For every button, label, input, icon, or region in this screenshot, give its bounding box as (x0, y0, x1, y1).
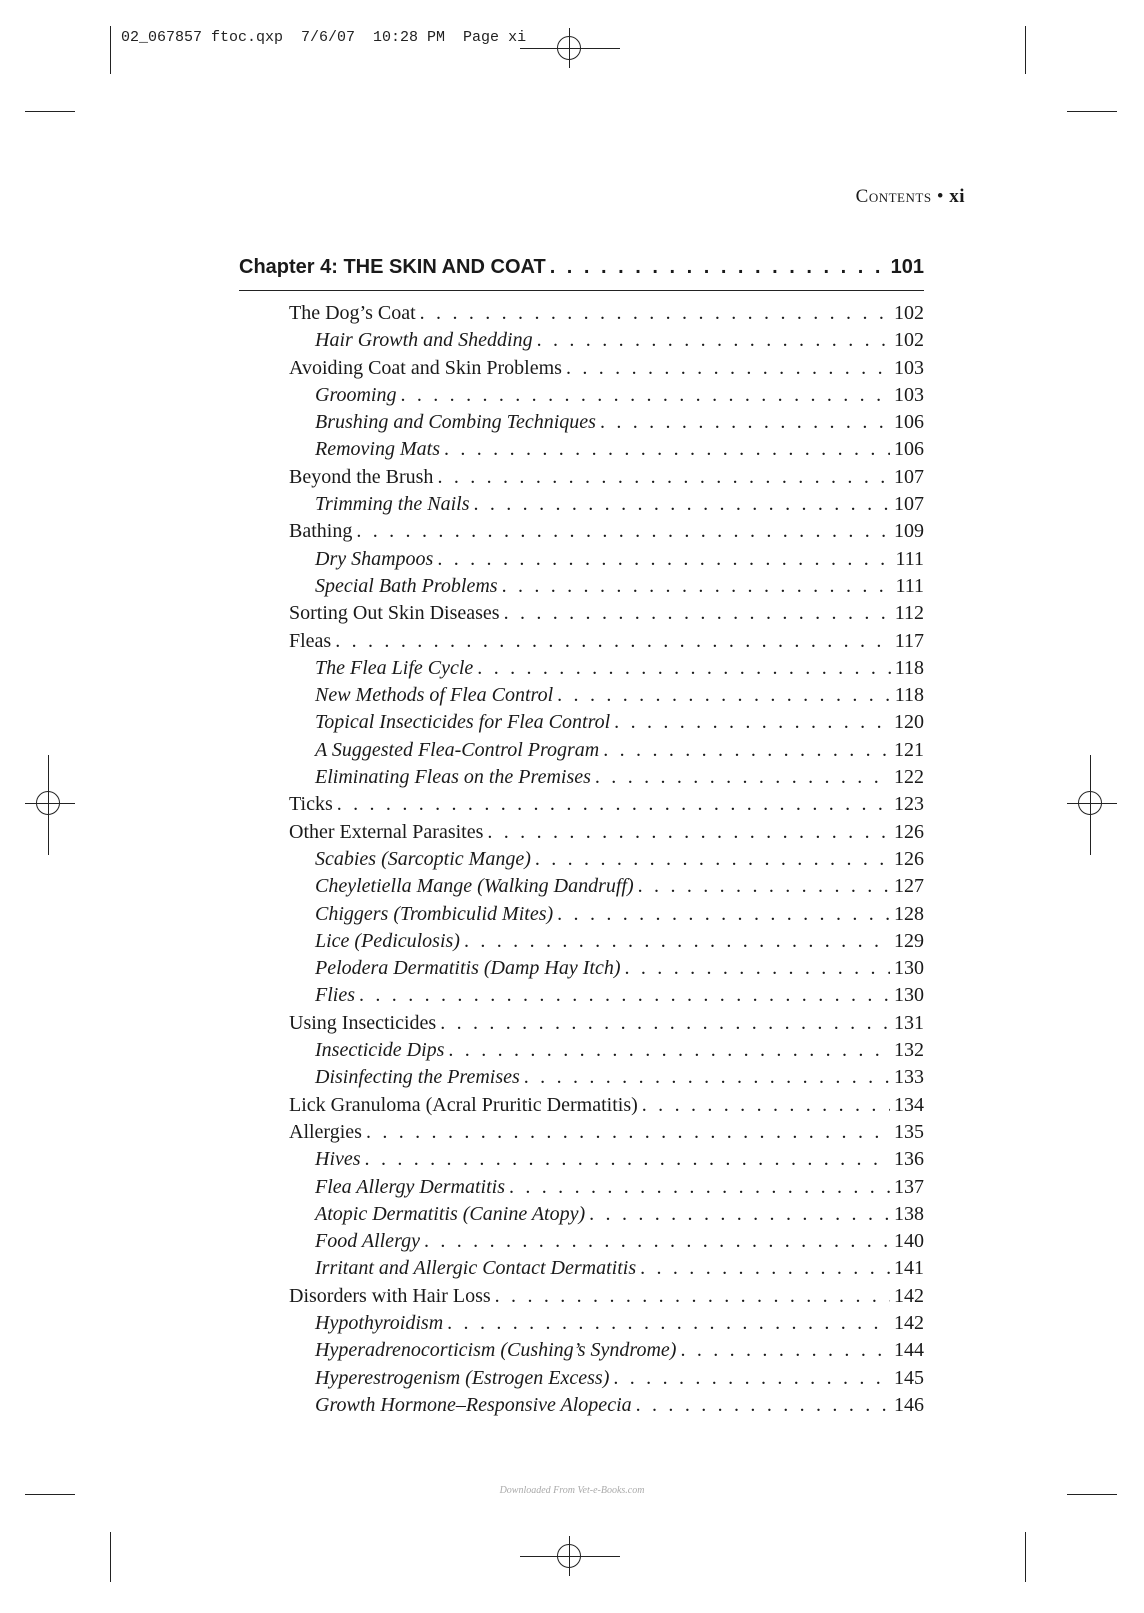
toc-subentry (239, 1310, 924, 1337)
toc-subentry (239, 409, 924, 436)
toc-entry (239, 300, 924, 327)
toc-entry-title: Lick Granuloma (Acral Pruritic Dermatitis) (289, 1093, 638, 1116)
toc-entry-title: Hair Growth and Shedding (315, 329, 533, 352)
dot-leader (589, 1201, 890, 1228)
toc-entry-page: 132 (894, 1039, 924, 1062)
dot-leader (614, 709, 890, 736)
dot-leader (680, 1337, 890, 1364)
dot-leader (477, 655, 890, 682)
toc-entry-title: Allergies (289, 1120, 362, 1143)
toc-subentry (239, 1146, 924, 1173)
toc-entry-page: 126 (894, 847, 924, 870)
dot-leader (444, 436, 890, 463)
toc-entry-page: 134 (894, 1093, 924, 1116)
toc-entry-title: Flies (315, 984, 355, 1007)
toc-entry-title: Food Allergy (315, 1230, 420, 1253)
toc-subentry (239, 491, 924, 518)
toc-entry (239, 628, 924, 655)
dot-leader (524, 1064, 890, 1091)
dot-leader (557, 901, 890, 928)
dot-leader (337, 791, 890, 818)
dot-leader (600, 409, 890, 436)
toc-entry-title: Removing Mats (315, 438, 440, 461)
toc-subentry (239, 327, 924, 354)
toc-entry-title: Hives (315, 1148, 361, 1171)
toc-entry-title: A Suggested Flea-Control Program (315, 738, 600, 761)
toc-entry-title: Beyond the Brush (289, 465, 434, 488)
dot-leader (487, 819, 890, 846)
dot-leader (437, 546, 891, 573)
toc-subentry (239, 546, 924, 573)
toc-entry-title: New Methods of Flea Control (315, 684, 554, 707)
toc-entry-page: 121 (894, 738, 924, 761)
toc-entry-page: 120 (894, 711, 924, 734)
chapter-heading (239, 256, 924, 291)
toc-entry-page: 102 (894, 329, 924, 352)
toc-entry-page: 118 (894, 656, 924, 679)
toc-subentry (239, 1201, 924, 1228)
toc-entry-title: Ticks (289, 793, 333, 816)
toc-subentry (239, 382, 924, 409)
toc-entry-title: The Dog’s Coat (289, 302, 416, 324)
toc-entry-title: Insecticide Dips (315, 1039, 445, 1062)
toc-subentry (239, 764, 924, 791)
dot-leader (448, 1037, 890, 1064)
dot-leader (366, 1119, 890, 1146)
toc-entry-title: Chiggers (Trombiculid Mites) (315, 902, 554, 925)
toc-entry-title: Disorders with Hair Loss (289, 1284, 491, 1307)
toc-entry-title: Hyperestrogenism (Estrogen Excess) (315, 1366, 610, 1389)
toc-entry-title: Growth Hormone–Responsive Alopecia (315, 1393, 632, 1416)
toc-entry-page: 118 (894, 684, 924, 707)
toc-subentry (239, 1392, 924, 1419)
toc-entry-page: 142 (894, 1284, 924, 1307)
toc-subentry (239, 573, 924, 600)
toc-subentry (239, 1064, 924, 1091)
toc-entry-title: Topical Insecticides for Flea Control (315, 711, 611, 734)
dot-leader (537, 327, 890, 354)
dot-leader (424, 1228, 890, 1255)
toc-entry-page: 140 (894, 1230, 924, 1253)
footer-watermark: Downloaded From Vet-e-Books.com (499, 1485, 645, 1496)
dot-leader (625, 955, 891, 982)
toc-entry-page: 144 (894, 1339, 924, 1362)
toc-entry-title: Cheyletiella Mange (Walking Dandruff) (315, 875, 634, 898)
dot-leader (509, 1174, 890, 1201)
toc-entry-title: The Flea Life Cycle (315, 656, 474, 679)
toc-entry (239, 355, 924, 382)
dot-leader (335, 628, 891, 655)
toc-subentry (239, 682, 924, 709)
toc-entry-page: 111 (895, 574, 924, 597)
dot-leader (613, 1365, 890, 1392)
toc-subentry (239, 436, 924, 463)
toc-list (239, 300, 924, 1419)
dot-leader (566, 355, 890, 382)
running-head-bullet: • (936, 186, 944, 207)
toc-entry-page: 127 (894, 875, 924, 898)
toc-entry-page: 123 (894, 793, 924, 816)
dot-leader (440, 1010, 890, 1037)
toc-entry-page: 112 (894, 602, 924, 625)
dot-leader (638, 873, 890, 900)
dot-leader (642, 1092, 890, 1119)
toc-entry-title: Irritant and Allergic Contact Dermatitis (315, 1257, 637, 1280)
toc-subentry (239, 1337, 924, 1364)
running-head (0, 186, 965, 208)
toc-entry-page: 145 (894, 1366, 924, 1389)
toc-subentry (239, 901, 924, 928)
toc-entry (239, 1010, 924, 1037)
toc-entry-title: Dry Shampoos (315, 547, 434, 570)
toc-entry-page: 106 (894, 438, 924, 461)
toc-entry-page: 130 (894, 957, 924, 980)
toc-entry-title: Brushing and Combing Techniques (315, 411, 596, 434)
toc-subentry (239, 1228, 924, 1255)
toc-entry (239, 1119, 924, 1146)
toc-subentry (239, 928, 924, 955)
toc-entry-page: 142 (894, 1311, 924, 1334)
toc-subentry (239, 1174, 924, 1201)
dot-leader (504, 600, 891, 627)
toc-entry-title: Trimming the Nails (315, 493, 470, 516)
chapter-title: Chapter 4: THE SKIN AND COAT (239, 256, 546, 278)
toc-subentry (239, 1255, 924, 1282)
dot-leader (420, 300, 890, 327)
dot-leader (464, 928, 890, 955)
toc-entry-page: 135 (894, 1120, 924, 1143)
dot-leader (535, 846, 890, 873)
toc-entry-page: 130 (894, 984, 924, 1007)
toc-entry-title: Grooming (315, 383, 397, 406)
toc-entry (239, 600, 924, 627)
toc-entry-page: 137 (894, 1175, 924, 1198)
toc-entry-title: Other External Parasites (289, 820, 484, 843)
dot-leader (365, 1146, 890, 1173)
toc-entry-page: 133 (894, 1066, 924, 1089)
toc-subentry (239, 982, 924, 1009)
toc-entry-title: Hypothyroidism (315, 1311, 444, 1334)
dot-leader (437, 464, 890, 491)
toc-subentry (239, 955, 924, 982)
toc-entry-title: Disinfecting the Premises (315, 1066, 520, 1089)
toc-subentry (239, 846, 924, 873)
toc-entry-title: Sorting Out Skin Diseases (289, 602, 500, 625)
toc-entry-page: 107 (894, 493, 924, 516)
toc-entry (239, 1092, 924, 1119)
toc-subentry (239, 1037, 924, 1064)
toc-subentry (239, 737, 924, 764)
toc-subentry (239, 655, 924, 682)
dot-leader (557, 682, 891, 709)
toc-entry-page: 126 (894, 820, 924, 843)
toc-entry-title: Avoiding Coat and Skin Problems (289, 356, 562, 379)
toc-entry-page: 103 (894, 356, 924, 379)
toc-entry-title: Lice (Pediculosis) (315, 929, 460, 952)
toc-entry-page: 102 (894, 302, 924, 324)
toc-subentry (239, 873, 924, 900)
dot-leader (473, 491, 890, 518)
toc-entry (239, 1283, 924, 1310)
toc-entry-page: 122 (894, 766, 924, 789)
toc-subentry (239, 709, 924, 736)
toc-entry-page: 109 (894, 520, 924, 543)
toc-entry-page: 103 (894, 383, 924, 406)
toc-entry-page: 141 (894, 1257, 924, 1280)
dot-leader (640, 1255, 890, 1282)
dot-leader (603, 737, 890, 764)
toc-entry-title: Flea Allergy Dermatitis (315, 1175, 505, 1198)
toc-entry (239, 791, 924, 818)
toc-entry-page: 111 (895, 547, 924, 570)
toc-entry-page: 117 (894, 629, 924, 652)
toc-entry-page: 136 (894, 1148, 924, 1171)
toc-entry-page: 146 (894, 1393, 924, 1416)
chapter-page: 101 (890, 256, 924, 278)
toc-entry-title: Hyperadrenocorticism (Cushing’s Syndrome) (315, 1339, 677, 1362)
toc-entry-title: Atopic Dermatitis (Canine Atopy) (315, 1202, 586, 1225)
dot-leader (550, 256, 887, 279)
print-slug: 02_067857 ftoc.qxp 7/6/07 10:28 PM Page xi (121, 29, 527, 46)
dot-leader (495, 1283, 890, 1310)
toc-entry (239, 819, 924, 846)
toc-entry-title: Bathing (289, 520, 353, 543)
dot-leader (359, 982, 890, 1009)
dot-leader (356, 518, 890, 545)
toc-subentry (239, 1365, 924, 1392)
toc-entry-title: Fleas (289, 629, 332, 652)
dot-leader (447, 1310, 890, 1337)
toc-entry-title: Scabies (Sarcoptic Mange) (315, 847, 531, 870)
toc-entry-title: Pelodera Dermatitis (Damp Hay Itch) (315, 957, 621, 980)
toc-entry-page: 138 (894, 1202, 924, 1225)
dot-leader (502, 573, 892, 600)
toc-entry-page: 128 (894, 902, 924, 925)
toc-entry-page: 107 (894, 465, 924, 488)
running-head-page: xi (949, 186, 965, 207)
dot-leader (636, 1392, 890, 1419)
toc-entry-title: Special Bath Problems (315, 574, 498, 597)
dot-leader (595, 764, 890, 791)
dot-leader (400, 382, 890, 409)
toc-entry (239, 518, 924, 545)
toc-entry-title: Eliminating Fleas on the Premises (315, 766, 591, 789)
toc-entry-page: 131 (894, 1011, 924, 1034)
toc-entry (239, 464, 924, 491)
toc-entry-page: 106 (894, 411, 924, 434)
toc-entry-title: Using Insecticides (289, 1011, 437, 1034)
toc-entry-page: 129 (894, 929, 924, 952)
running-head-label: Contents (855, 186, 932, 207)
